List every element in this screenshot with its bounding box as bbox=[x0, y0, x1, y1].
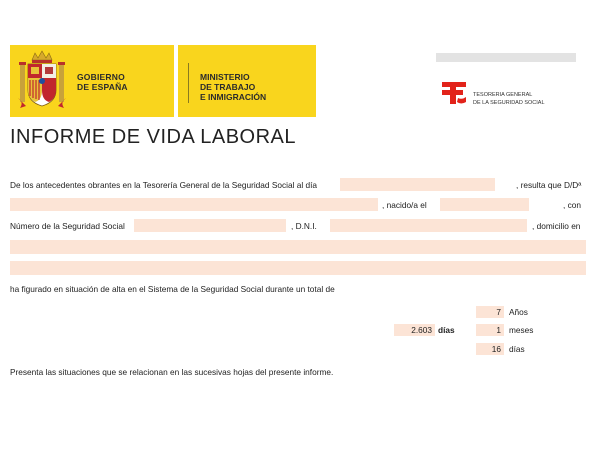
con-text: , con bbox=[563, 200, 581, 210]
days-value: 16 bbox=[476, 343, 504, 355]
months-value: 1 bbox=[476, 324, 504, 336]
alta-text: ha figurado en situación de alta en el Sistema de la Seguridad Social durante un total de bbox=[10, 284, 335, 294]
address-field-1[interactable] bbox=[10, 240, 586, 254]
tgss-logo-icon bbox=[440, 78, 468, 106]
nss-field[interactable] bbox=[134, 219, 286, 232]
years-label: Años bbox=[509, 307, 528, 317]
ministerio-divider bbox=[188, 63, 189, 103]
dni-field[interactable] bbox=[330, 219, 527, 232]
tgss-label: TESORERIA GENERAL DE LA SEGURIDAD SOCIAL bbox=[473, 92, 545, 106]
spain-coat-of-arms-icon bbox=[18, 50, 66, 112]
name-field[interactable] bbox=[10, 198, 378, 211]
address-field-2[interactable] bbox=[10, 261, 586, 275]
years-value: 7 bbox=[476, 306, 504, 318]
days-total-label: días bbox=[438, 325, 455, 335]
ministerio-label: MINISTERIO DE TRABAJO E INMIGRACIÓN bbox=[200, 72, 267, 102]
born-text: , nacido/a el bbox=[382, 200, 427, 210]
nss-label: Número de la Seguridad Social bbox=[10, 221, 125, 231]
gobierno-label: GOBIERNO DE ESPAÑA bbox=[77, 72, 128, 92]
page-title: INFORME DE VIDA LABORAL bbox=[10, 126, 297, 148]
domicilio-label: , domicilio en bbox=[532, 221, 581, 231]
birthdate-field[interactable] bbox=[440, 198, 529, 211]
days-label: días bbox=[509, 344, 525, 354]
dni-label: , D.N.I. bbox=[291, 221, 317, 231]
tgss-top-bar bbox=[436, 53, 576, 62]
months-label: meses bbox=[509, 325, 534, 335]
date-field[interactable] bbox=[340, 178, 495, 191]
days-total-value: 2.603 bbox=[394, 324, 435, 336]
intro-text: De los antecedentes obrantes en la Tesorería General de la Seguridad Social al día bbox=[10, 180, 318, 190]
resulta-text: , resulta que D/Dª bbox=[516, 180, 582, 190]
footer-text: Presenta las situaciones que se relacionan en las sucesivas hojas del presente informe. bbox=[10, 367, 334, 377]
